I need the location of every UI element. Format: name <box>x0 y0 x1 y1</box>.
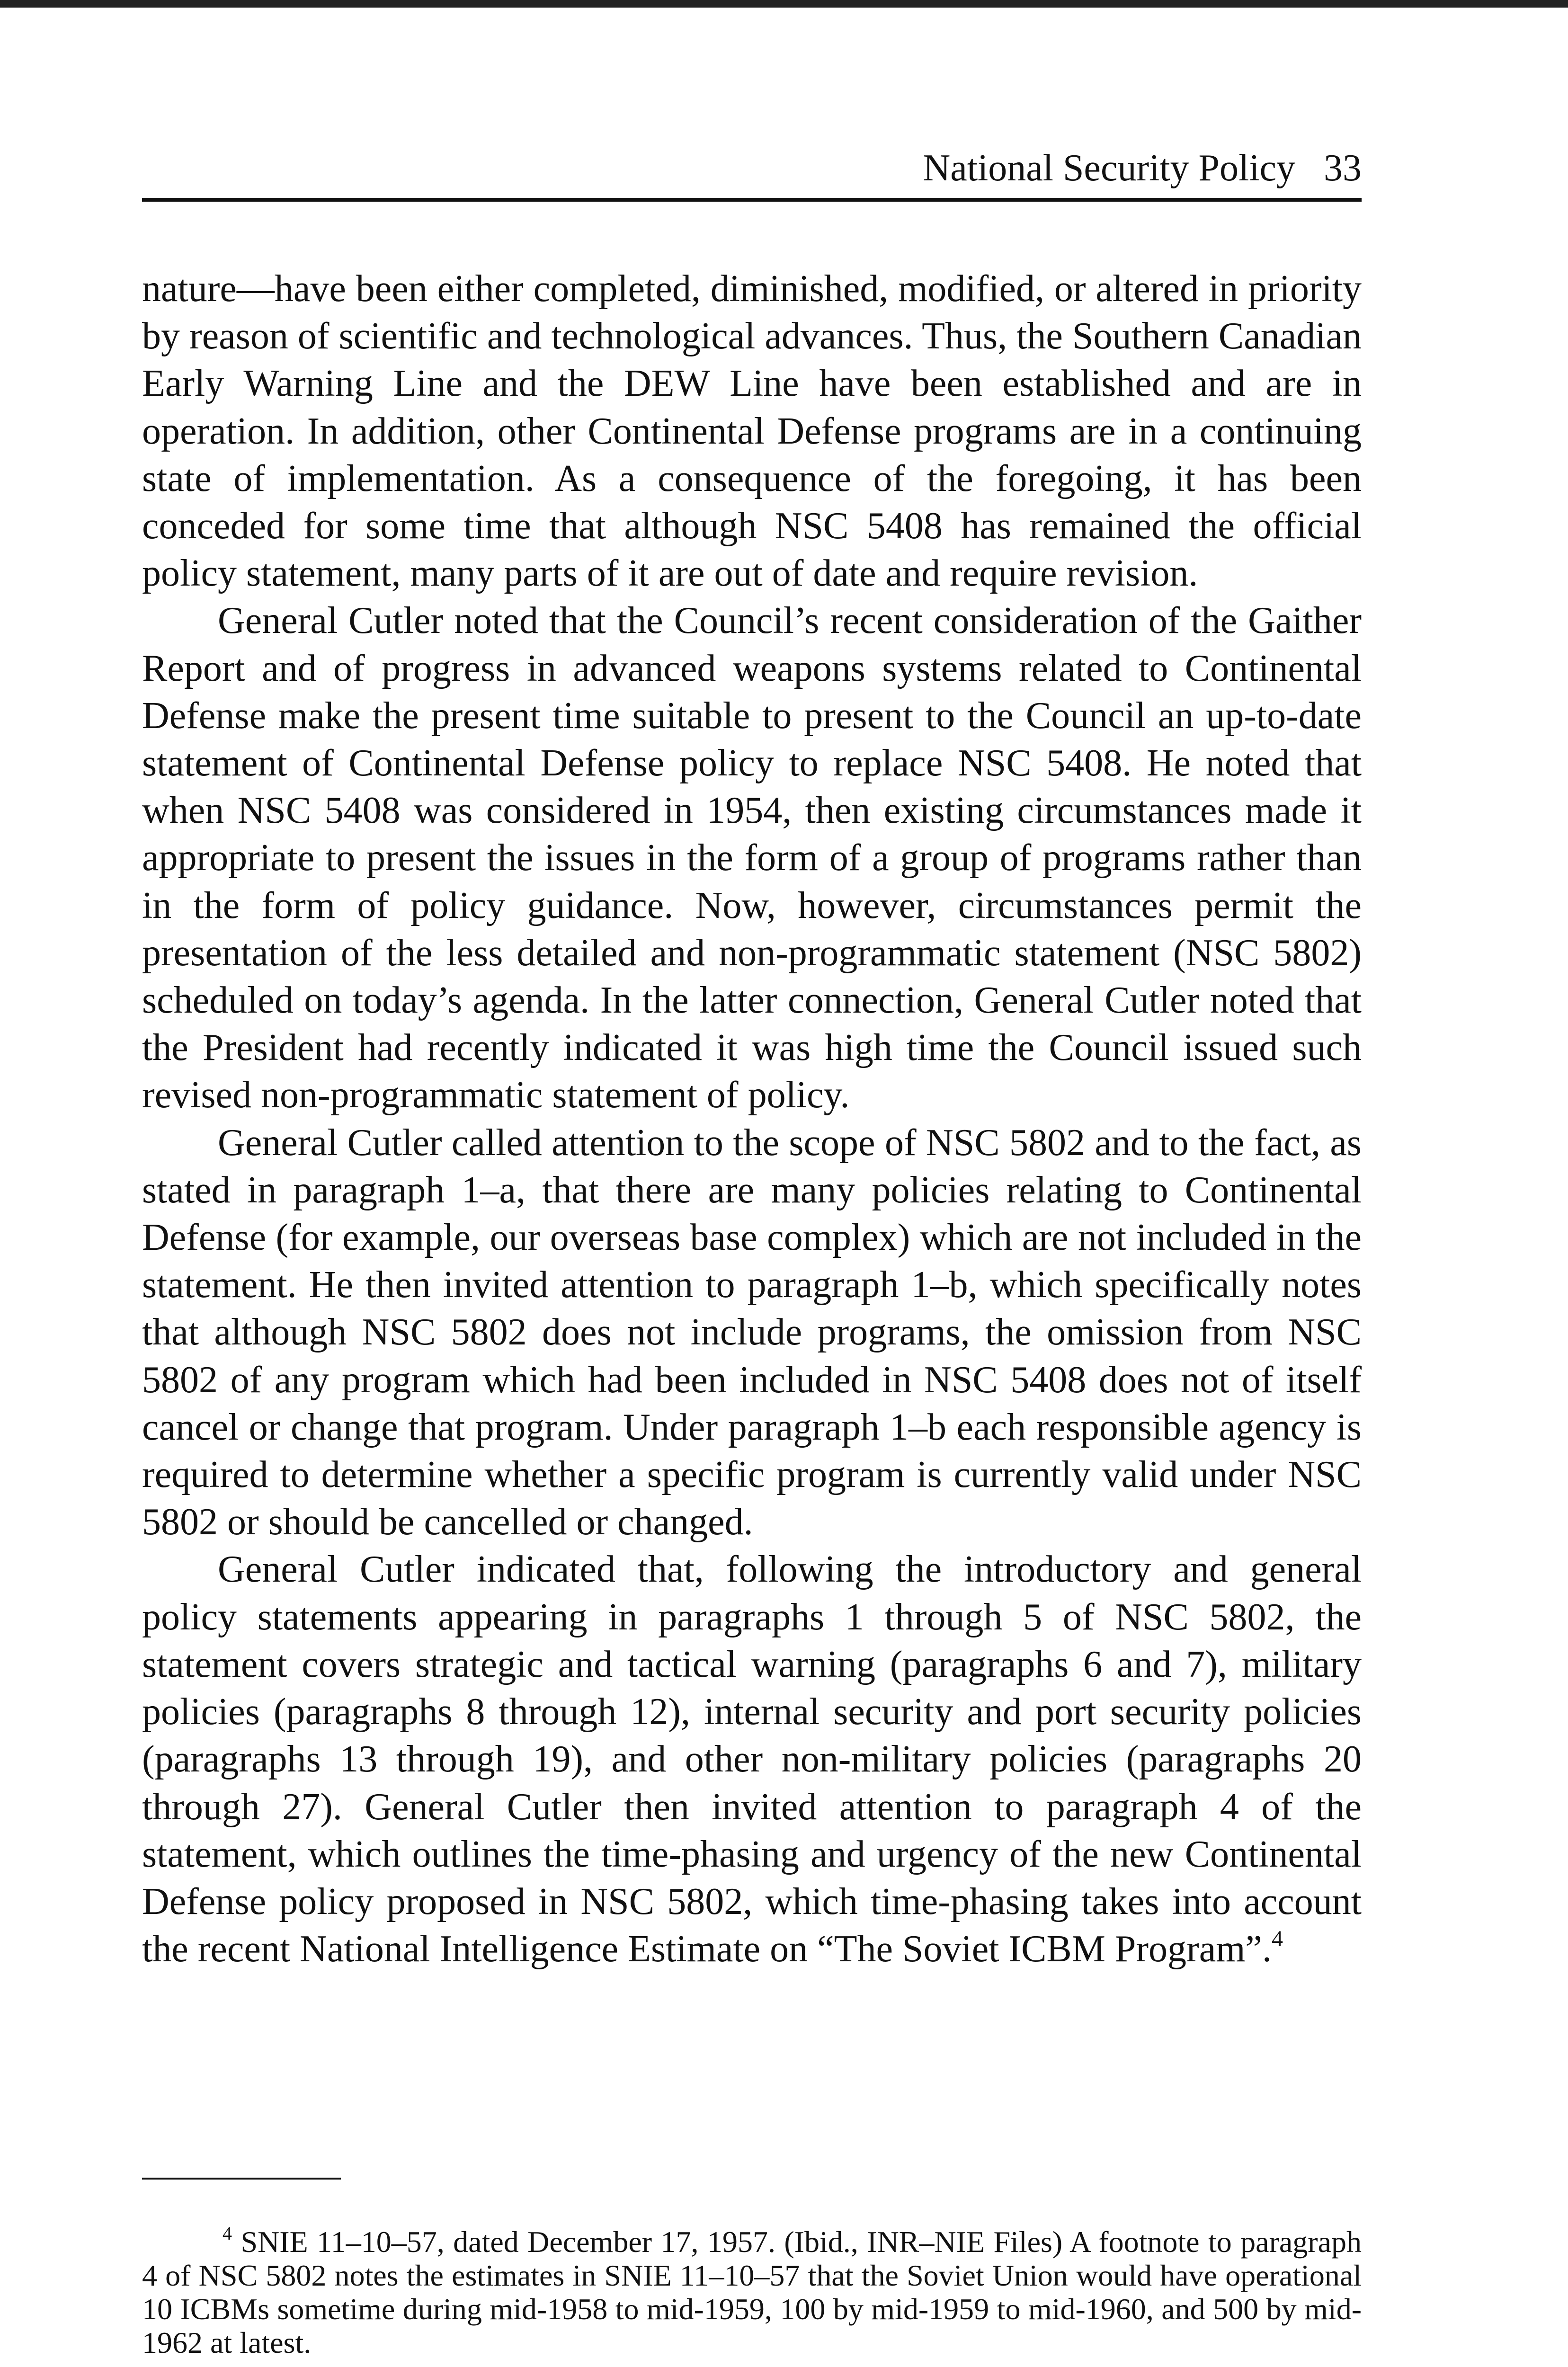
paragraph-last <box>142 1546 1362 1973</box>
footnote-text: SNIE 11–10–57, dated December 17, 1957. (Ibid., INR–NIE Files) A footnote to paragraph 4 of NSC 5802 notes the estimates in SNIE 11–10–57 that the Soviet Union would have operational 10 ICBMs sometime during mid-1958 to mid-1959, 100 by mid-1959 to mid-1960, and 500 by mid-1962 at latest. <box>142 2225 1362 2359</box>
running-header <box>142 142 1362 194</box>
running-title: National Security Policy <box>923 147 1295 189</box>
footnote <box>142 2225 1362 2359</box>
paragraph-text: General Cutler indicated that, following the introductory and general policy statements appearing in paragraphs 1 through 5 of NSC 5802, the statement covers strategic and tactical warning (paragraphs 6 and 7), military policies (paragraphs 8 through 12), internal security and port security policies (paragraphs 13 through 19), and other non-military policies (paragraphs 20 through 27). General Cutler then invited attention to paragraph 4 of the statement, which outlines the time-phasing and urgency of the new Continental Defense policy proposed in NSC 5802, which time-phasing takes into account the recent National Intelligence Estimate on “The Soviet ICBM Program”. <box>142 1548 1362 1970</box>
header-rule <box>142 198 1362 202</box>
page-number: 33 <box>1324 147 1362 189</box>
paragraph: General Cutler noted that the Council’s recent consideration of the Gaither Report and of progress in advanced weapons systems related to Continental Defense make the present time suitable to present to the Council an up-to-date statement of Continental Defense policy to replace NSC 5408. He noted that when NSC 5408 was considered in 1954, then existing circumstances made it appropriate to present the issues in the form of a group of programs rather than in the form of policy guidance. Now, however, circumstances permit the presentation of the less detailed and non-programmatic statement (NSC 5802) scheduled on today’s agenda. In the latter connection, General Cutler noted that the President had recently indicated it was high time the Council issued such revised non-programmatic statement of policy. <box>142 600 1362 1116</box>
footnote-reference[interactable]: 4 <box>1271 1926 1283 1952</box>
body-text <box>142 265 1362 1973</box>
footnote-marker: 4 <box>223 2223 232 2244</box>
footnote-rule <box>142 2178 341 2180</box>
paragraph: General Cutler called attention to the scope of NSC 5802 and to the fact, as stated in paragraph 1–a, that there are many policies relating to Continental Defense (for example, our overseas base complex) which are not included in the statement. He then invited attention to paragraph 1–b, which specifically notes that although NSC 5802 does not include programs, the omission from NSC 5802 of any program which had been included in NSC 5408 does not of itself cancel or change that program. Under paragraph 1–b each responsible agency is required to determine whether a specific program is currently valid under NSC 5802 or should be cancelled or changed. <box>142 1121 1362 1543</box>
top-border <box>0 0 1568 8</box>
paragraph-continued: nature—have been either completed, diminished, modified, or altered in priority by reason of scientific and technological advances. Thus, the Southern Canadian Early Warning Line and the DEW Line have been established and are in operation. In addition, other Continental Defense programs are in a continuing state of implementation. As a consequence of the foregoing, it has been conceded for some time that although NSC 5408 has remained the official policy statement, many parts of it are out of date and require revision. <box>142 268 1362 595</box>
